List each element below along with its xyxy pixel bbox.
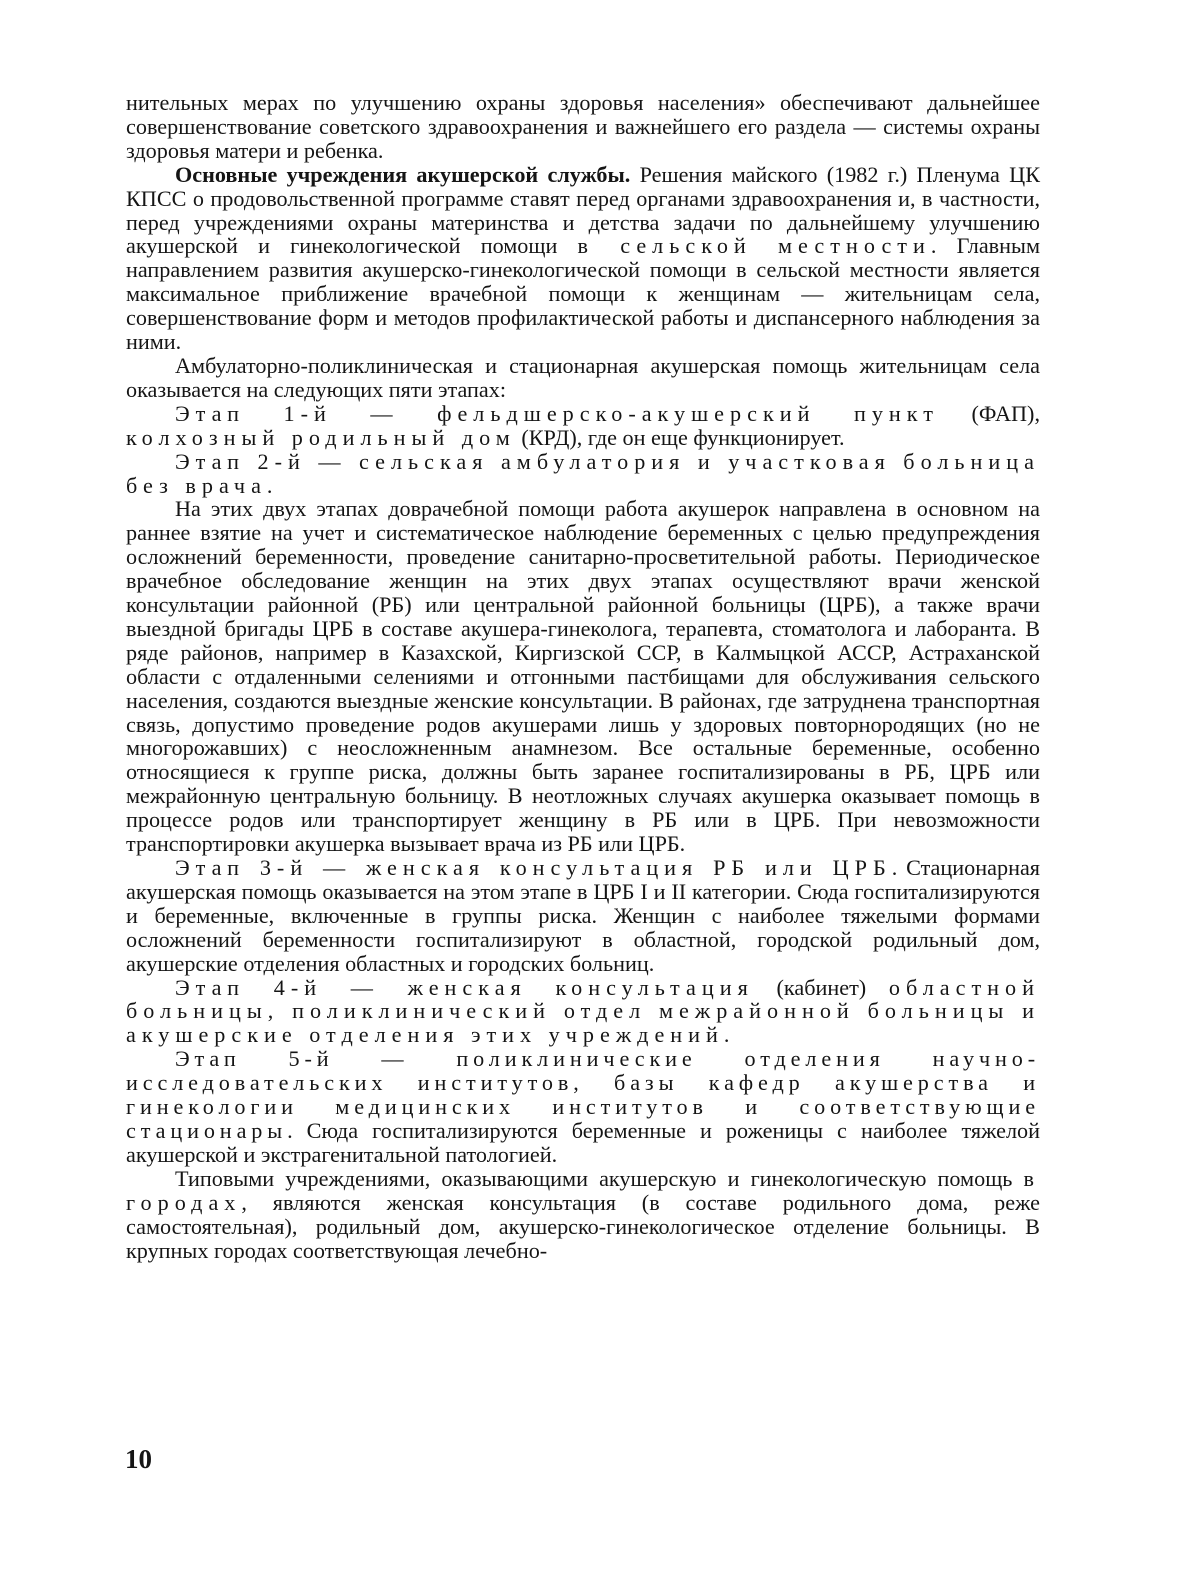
paragraph-text: (кабинет) [753,974,889,1000]
spaced-emphasis: в городах [126,1165,1040,1215]
paragraph-stage-5 [126,1047,1040,1167]
paragraph-text: . Сюда госпитализируются беременные и роженицы с наиболее тяжелой акушерской и экстрагенитальной патологией. [126,1117,1040,1167]
section-heading: Основные учреждения акушерской службы. [175,161,631,187]
paragraph-intro-continuation: нительных мерах по улучшению охраны здоровья населения» обеспечивают дальнейшее совершенствование советского здравоохранения и важнейшего его раздела — системы охраны здоровья матери и ребенка. [126,90,1040,163]
stage-1-title-b: колхозный родильный дом [126,424,516,450]
paragraph-text: (ФАП), [938,400,1040,426]
paragraph-stage-3 [126,856,1040,976]
paragraph-text: . Стационарная акушерская помощь оказывается на этом этапе в ЦРБ I и II категории. Сюда госпитализируются и беременные, включенные в группы риска. Женщин с наиболее тяжелыми формами осложнений беременности госпитализируют в областной, городской родильный дом, акушерские отделения областных и городских больниц. [126,855,1040,976]
paragraph-text: . Главным направлением развития акушерско-гинекологической помощи в сельской местности является максимальное приближение врачебной помощи к женщинам — жительницам села, совершенствование форм и методов профилактической работы и диспансерного наблюдения за ними. [126,233,1040,355]
paragraph-obstetric-institutions [126,163,1040,354]
stage-3-title: Этап 3-й — женская консультация РБ или ЦРБ [175,855,892,880]
spaced-emphasis: в сельской местности [577,233,931,259]
paragraph-text: (КРД), где он еще функционирует. [515,424,845,450]
stage-2-title: Этап 2-й — сельская амбулатория и участковая больница без врача. [126,448,1040,498]
paragraph-stage-2 [126,450,1040,498]
paragraph-prehospital-care: На этих двух этапах доврачебной помощи работа акушерок направлена в основном на раннее взятие на учет и систематическое наблюдение беременных с целью предупреждения осложнений беременности, проведение санитарно-просветительной работы. Периодическое врачебное обследование женщин на этих двух этапах осуществляют врачи женской консультации районной (РБ) или центральной районной больницы (ЦРБ), а также врачи выездной бригады ЦРБ в составе акушера-гинеколога, терапевта, стоматолога и лаборанта. В ряде районов, например в Казахской, Киргизской ССР, в Калмыцкой АССР, Астраханской области с отдаленными селениями и отгонными пастбищами для обслуживания сельского населения, создаются выездные женские консультации. В районах, где затруднена транспортная связь, допустимо проведение родов акушерами лишь у здоровых повторнородящих (но не многорожавших) с неосложненным анамнезом. Все остальные беременные, особенно относящиеся к группе риска, должны быть заранее госпитализированы в РБ, ЦРБ или межрайонную центральную больницу. В неотложных случаях акушерка оказывает помощь в процессе родов или транспортирует женщину в РБ или в ЦРБ. При невозможности транспортировки акушерка вызывает врача из РБ или ЦРБ. [126,496,1040,857]
paragraph-urban-care [126,1167,1040,1263]
paragraph-five-stages-intro: Амбулаторно-поликлиническая и стационарная акушерская помощь жительницам села оказывается на следующих пяти этапах: [126,352,1040,402]
page-number: 10 [125,1444,152,1474]
text-column [126,91,1040,1262]
stage-1-title: Этап 1-й — фельдшерско-акушерский пункт [175,400,939,426]
paragraph-stage-4 [126,976,1040,1048]
stage-4-title: Этап 4-й — женская консультация [175,974,754,1000]
stage-4-title-b: областной больницы, поликлинический отдел межрайонной больницы и акушерские отделения этих учреждений. [126,974,1040,1048]
paragraph-text: Типовыми учреждениями, оказывающими акушерскую и гинекологическую помощь [175,1165,1024,1191]
paragraph-stage-1 [126,402,1040,450]
paragraph-text: , являются женская консультация (в составе родильного дома, реже самостоятельная), родильный дом, акушерско-гинекологическое отделение больницы. В крупных городах соответствующая лечебно- [126,1189,1040,1263]
paragraph-text: Решения майского (1982 г.) Пленума ЦК КПСС о продовольственной программе ставят перед органами здравоохранения и, в частности, перед учреждениями охраны материнства и детства задачи по дальнейшему улучшению акушерской и гинекологической помощи [126,161,1040,259]
stage-5-title: Этап 5-й — поликлинические отделения научно-исследовательских институтов, базы кафедр акушерства и гинекологии медицинских институтов и соответствующие стационары [126,1046,1040,1143]
